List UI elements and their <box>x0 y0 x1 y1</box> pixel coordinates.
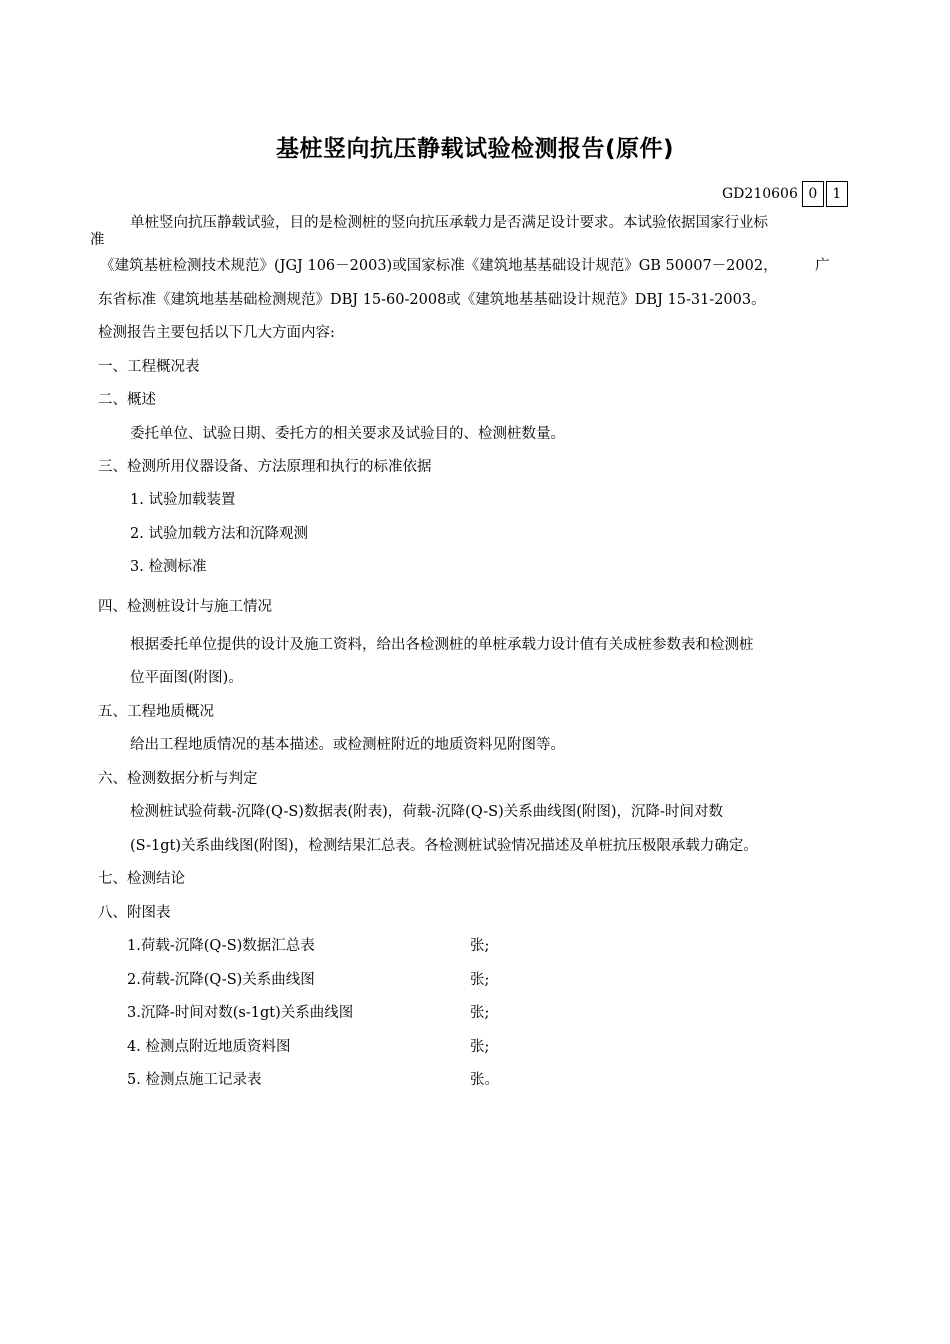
section-6-body-2: (S-1gt)关系曲线图(附图)，检测结果汇总表。各检测桩试验情况描述及单桩抗压极限承载力确定。 <box>130 838 758 854</box>
section-1-heading: 一、工程概况表 <box>98 359 200 375</box>
section-2-heading: 二、概述 <box>98 392 156 408</box>
attachment-label: 1.荷载-沉降(Q-S)数据汇总表 <box>127 938 315 954</box>
section-3-item: 2. 试验加载方法和沉降观测 <box>130 526 308 542</box>
attachment-count: 张; <box>470 1005 490 1021</box>
section-4-body-1: 根据委托单位提供的设计及施工资料，给出各检测桩的单桩承载力设计值有关成桩参数表和检测桩 <box>130 637 754 653</box>
document-code-prefix: GD210606 <box>722 186 798 202</box>
intro-line-2: 《建筑基桩检测技术规范》(JGJ 106－2003)或国家标准《建筑地基基础设计规范》GB 50007－2002， <box>100 258 778 274</box>
attachment-count: 张; <box>470 938 490 954</box>
attachment-count: 张; <box>470 1039 490 1055</box>
section-3-item: 3. 检测标准 <box>130 559 207 575</box>
section-8-heading: 八、附图表 <box>98 905 171 921</box>
section-6-body-1: 检测桩试验荷载-沉降(Q-S)数据表(附表)，荷载-沉降(Q-S)关系曲线图(附图)，沉降-时间对数 <box>130 804 723 820</box>
intro-line-2-end: 广 <box>815 258 830 274</box>
section-5-heading: 五、工程地质概况 <box>98 704 214 720</box>
page-title: 基桩竖向抗压静载试验检测报告(原件) <box>275 136 675 162</box>
section-3-item: 1. 试验加载装置 <box>130 492 236 508</box>
attachment-count: 张。 <box>470 1072 499 1088</box>
attachment-label: 2.荷载-沉降(Q-S)关系曲线图 <box>127 972 315 988</box>
section-7-heading: 七、检测结论 <box>98 871 185 887</box>
attachment-label: 5. 检测点施工记录表 <box>127 1072 262 1088</box>
document-code-box-1: 0 <box>802 181 824 207</box>
attachment-label: 3.沉降-时间对数(s-1gt)关系曲线图 <box>127 1005 354 1021</box>
attachment-label: 4. 检测点附近地质资料图 <box>127 1039 291 1055</box>
attachment-count: 张; <box>470 972 490 988</box>
document-code <box>722 181 848 207</box>
section-5-body: 给出工程地质情况的基本描述。或检测桩附近的地质资料见附图等。 <box>130 737 565 753</box>
section-3-heading: 三、检测所用仪器设备、方法原理和执行的标准依据 <box>98 459 432 475</box>
intro-line-4: 检测报告主要包括以下几大方面内容: <box>98 325 335 341</box>
intro-line-1: 单桩竖向抗压静载试验，目的是检测桩的竖向抗压承载力是否满足设计要求。本试验依据国家行业标 <box>130 215 768 231</box>
section-6-heading: 六、检测数据分析与判定 <box>98 771 258 787</box>
document-code-box-2: 1 <box>826 181 848 207</box>
intro-line-3: 东省标准《建筑地基基础检测规范》DBJ 15-60-2008或《建筑地基基础设计规范》DBJ 15-31-2003。 <box>98 292 766 308</box>
intro-line-1-wrap: 准 <box>90 232 105 248</box>
section-4-body-2: 位平面图(附图)。 <box>130 670 243 686</box>
section-2-body: 委托单位、试验日期、委托方的相关要求及试验目的、检测桩数量。 <box>130 426 565 442</box>
section-4-heading: 四、检测桩设计与施工情况 <box>98 599 272 615</box>
